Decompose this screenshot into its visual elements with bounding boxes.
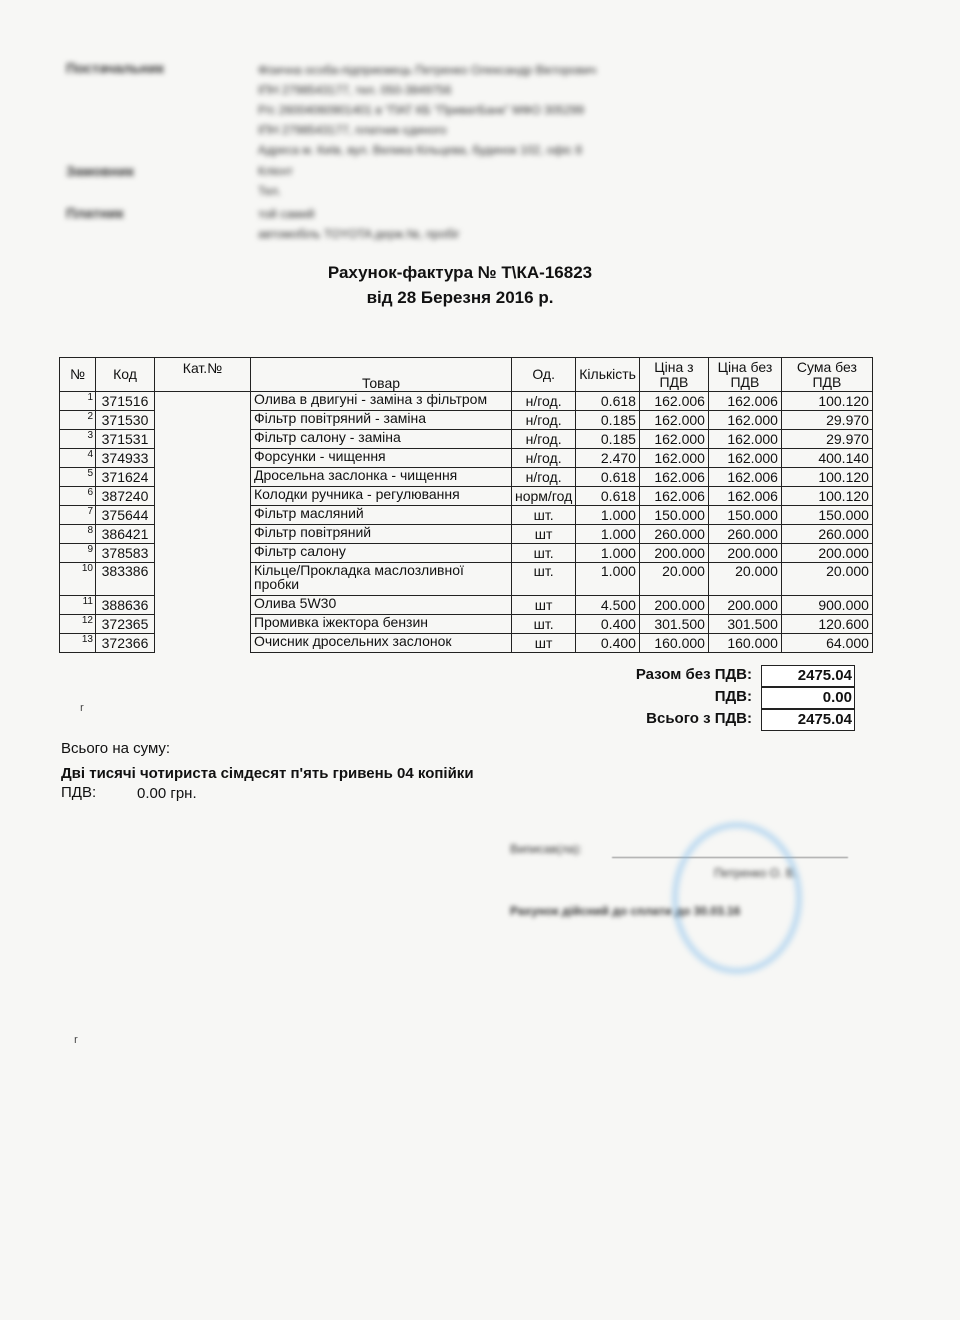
sum-without-vat: 100.120 [781,487,872,506]
product-code: 371624 [96,468,155,487]
vat-line-label: ПДВ: [61,784,97,801]
product-name: Дросельна заслонка - чищення [251,468,512,487]
quantity: 0.618 [576,468,640,487]
catalog-number [155,506,251,525]
row-number: 11 [60,596,96,615]
sum-without-vat: 100.120 [781,468,872,487]
price-without-vat: 160.000 [708,634,781,653]
table-row [60,411,873,430]
price-with-vat: 162.006 [639,468,708,487]
product-code: 371531 [96,430,155,449]
invoice-date: від 28 Березня 2016 р. [366,288,554,307]
product-code: 374933 [96,449,155,468]
stamp-mark [672,822,802,974]
total-label: Всього з ПДВ: [646,710,752,727]
table-row [60,506,873,525]
catalog-number [155,525,251,544]
sum-without-vat: 200.000 [781,544,872,563]
vat-label: ПДВ: [714,688,752,705]
amount-in-words: Дві тисячі чотириста сімдесят п'ять гривень 04 копійки [61,765,474,782]
price-with-vat: 301.500 [639,615,708,634]
invoice-table [59,357,873,653]
price-without-vat: 162.000 [708,449,781,468]
product-name: Форсунки - чищення [251,449,512,468]
quantity: 4.500 [576,596,640,615]
col-header-price-novat: Ціна без ПДВ [708,358,781,392]
catalog-number [155,392,251,411]
product-name: Фільтр салону - заміна [251,430,512,449]
sum-without-vat: 150.000 [781,506,872,525]
price-with-vat: 20.000 [639,563,708,596]
unit: н/год. [512,468,576,487]
col-header-code: Код [96,358,155,392]
table-row [60,430,873,449]
unit: н/год. [512,392,576,411]
price-with-vat: 200.000 [639,596,708,615]
payer-line: той самий [258,207,315,221]
unit: н/год. [512,411,576,430]
recipient-line: Тел. [258,184,282,198]
quantity: 2.470 [576,449,640,468]
vat-line-value: 0.00 грн. [137,785,197,802]
supplier-details [258,60,596,160]
row-number: 2 [60,411,96,430]
product-name: Олива в двигуні - заміна з фільтром [251,392,512,411]
table-row [60,392,873,411]
catalog-number [155,430,251,449]
price-with-vat: 150.000 [639,506,708,525]
product-name: Фільтр повітряний - заміна [251,411,512,430]
sum-without-vat: 100.120 [781,392,872,411]
table-header-row [60,358,873,392]
product-code: 371516 [96,392,155,411]
table-row [60,563,873,596]
quantity: 1.000 [576,506,640,525]
catalog-number [155,615,251,634]
catalog-number [155,596,251,615]
catalog-number [155,487,251,506]
supplier-line: Фізична особа-підприємець Петренко Олександр Вікторович [258,63,597,77]
product-code: 388636 [96,596,155,615]
price-without-vat: 162.006 [708,468,781,487]
product-code: 371530 [96,411,155,430]
sum-without-vat: 29.970 [781,430,872,449]
table-row [60,487,873,506]
invoice-title: Рахунок-фактура № Т\КА-16823 [327,263,593,282]
scan-speck: ʳ [74,1034,78,1051]
catalog-number [155,449,251,468]
unit: шт. [512,506,576,525]
sum-without-vat: 120.600 [781,615,872,634]
amount-label: Всього на суму: [61,740,171,757]
sum-without-vat: 29.970 [781,411,872,430]
supplier-line: ІПН 2798543177, тел. 050-3849756 [258,83,452,97]
price-without-vat: 301.500 [708,615,781,634]
quantity: 1.000 [576,525,640,544]
price-with-vat: 162.006 [639,392,708,411]
price-with-vat: 260.000 [639,525,708,544]
unit: шт [512,596,576,615]
price-without-vat: 200.000 [708,596,781,615]
payer-line: автомобіль TOYOTA держ.№, пробіг [258,227,460,241]
col-header-unit: Од. [512,358,576,392]
price-with-vat: 162.000 [639,411,708,430]
row-number: 4 [60,449,96,468]
product-name: Фільтр повітряний [251,525,512,544]
table-row [60,449,873,468]
catalog-number [155,634,251,653]
unit: н/год. [512,430,576,449]
price-without-vat: 260.000 [708,525,781,544]
product-name: Колодки ручника - регулювання [251,487,512,506]
price-without-vat: 162.000 [708,411,781,430]
payer-details [258,204,460,244]
product-name: Фільтр масляний [251,506,512,525]
product-name: Кільце/Прокладка маслозливної пробки [251,563,512,596]
vat-value: 0.00 [761,687,855,709]
unit: шт. [512,563,576,596]
price-with-vat: 162.006 [639,487,708,506]
table-row [60,544,873,563]
col-header-price-vat: Ціна з ПДВ [639,358,708,392]
supplier-line: Р/с 26004060901401 в "ПАТ КБ "ПриватБанк" МФО 305299 [258,103,585,117]
quantity: 1.000 [576,563,640,596]
product-code: 375644 [96,506,155,525]
unit: шт [512,634,576,653]
issued-by-label: Виписав(ла): [510,842,582,856]
catalog-number [155,544,251,563]
row-number: 5 [60,468,96,487]
scan-speck: ʳ [80,702,84,719]
unit: н/год. [512,449,576,468]
quantity: 0.618 [576,392,640,411]
supplier-label: Постачальник [66,60,164,76]
quantity: 0.400 [576,634,640,653]
recipient-line: Клієнт [258,164,293,178]
product-code: 372365 [96,615,155,634]
product-name: Олива 5W30 [251,596,512,615]
row-number: 10 [60,563,96,596]
validity-note: Рахунок дійсний до сплати до 30.03.16 [510,904,741,918]
product-name: Фільтр салону [251,544,512,563]
row-number: 8 [60,525,96,544]
col-header-cat: Кат.№ [155,358,251,392]
col-header-sum-novat: Сума без ПДВ [781,358,872,392]
total-value: 2475.04 [761,709,855,731]
unit: шт. [512,544,576,563]
sum-without-vat: 20.000 [781,563,872,596]
product-code: 383386 [96,563,155,596]
quantity: 1.000 [576,544,640,563]
row-number: 13 [60,634,96,653]
product-name: Промивка іжектора бензин [251,615,512,634]
price-without-vat: 162.006 [708,487,781,506]
price-with-vat: 160.000 [639,634,708,653]
product-code: 386421 [96,525,155,544]
row-number: 1 [60,392,96,411]
payer-label: Платник [66,205,124,221]
recipient-label: Замовник [66,163,134,179]
row-number: 3 [60,430,96,449]
quantity: 0.185 [576,411,640,430]
table-body [60,392,873,653]
price-without-vat: 20.000 [708,563,781,596]
price-with-vat: 162.000 [639,449,708,468]
supplier-line: Адреса м. Київ, вул. Велика Кільцева, будинок 102, офіс 8 [258,143,582,157]
price-without-vat: 162.006 [708,392,781,411]
sum-without-vat: 64.000 [781,634,872,653]
row-number: 9 [60,544,96,563]
price-with-vat: 200.000 [639,544,708,563]
table-row [60,634,873,653]
col-header-item: Товар [251,358,512,392]
price-without-vat: 162.000 [708,430,781,449]
sum-without-vat: 400.140 [781,449,872,468]
col-header-no: № [60,358,96,392]
catalog-number [155,411,251,430]
price-without-vat: 200.000 [708,544,781,563]
price-with-vat: 162.000 [639,430,708,449]
product-name: Очисник дросельних заслонок [251,634,512,653]
subtotal-label: Разом без ПДВ: [635,666,752,683]
price-without-vat: 150.000 [708,506,781,525]
subtotal-value: 2475.04 [761,665,855,687]
recipient-details [258,161,293,201]
row-number: 6 [60,487,96,506]
product-code: 372366 [96,634,155,653]
row-number: 12 [60,615,96,634]
table-row [60,468,873,487]
row-number: 7 [60,506,96,525]
product-code: 387240 [96,487,155,506]
unit: норм/год [512,487,576,506]
col-header-qty: Кількість [576,358,640,392]
unit: шт. [512,615,576,634]
unit: шт [512,525,576,544]
supplier-line: ІПН 2798543177, платник єдиного [258,123,447,137]
quantity: 0.185 [576,430,640,449]
quantity: 0.400 [576,615,640,634]
sum-without-vat: 260.000 [781,525,872,544]
catalog-number [155,468,251,487]
product-code: 378583 [96,544,155,563]
table-row [60,615,873,634]
issued-by-name: Петренко О. В. [714,866,798,880]
catalog-number [155,563,251,596]
table-row [60,596,873,615]
table-row [60,525,873,544]
sum-without-vat: 900.000 [781,596,872,615]
quantity: 0.618 [576,487,640,506]
